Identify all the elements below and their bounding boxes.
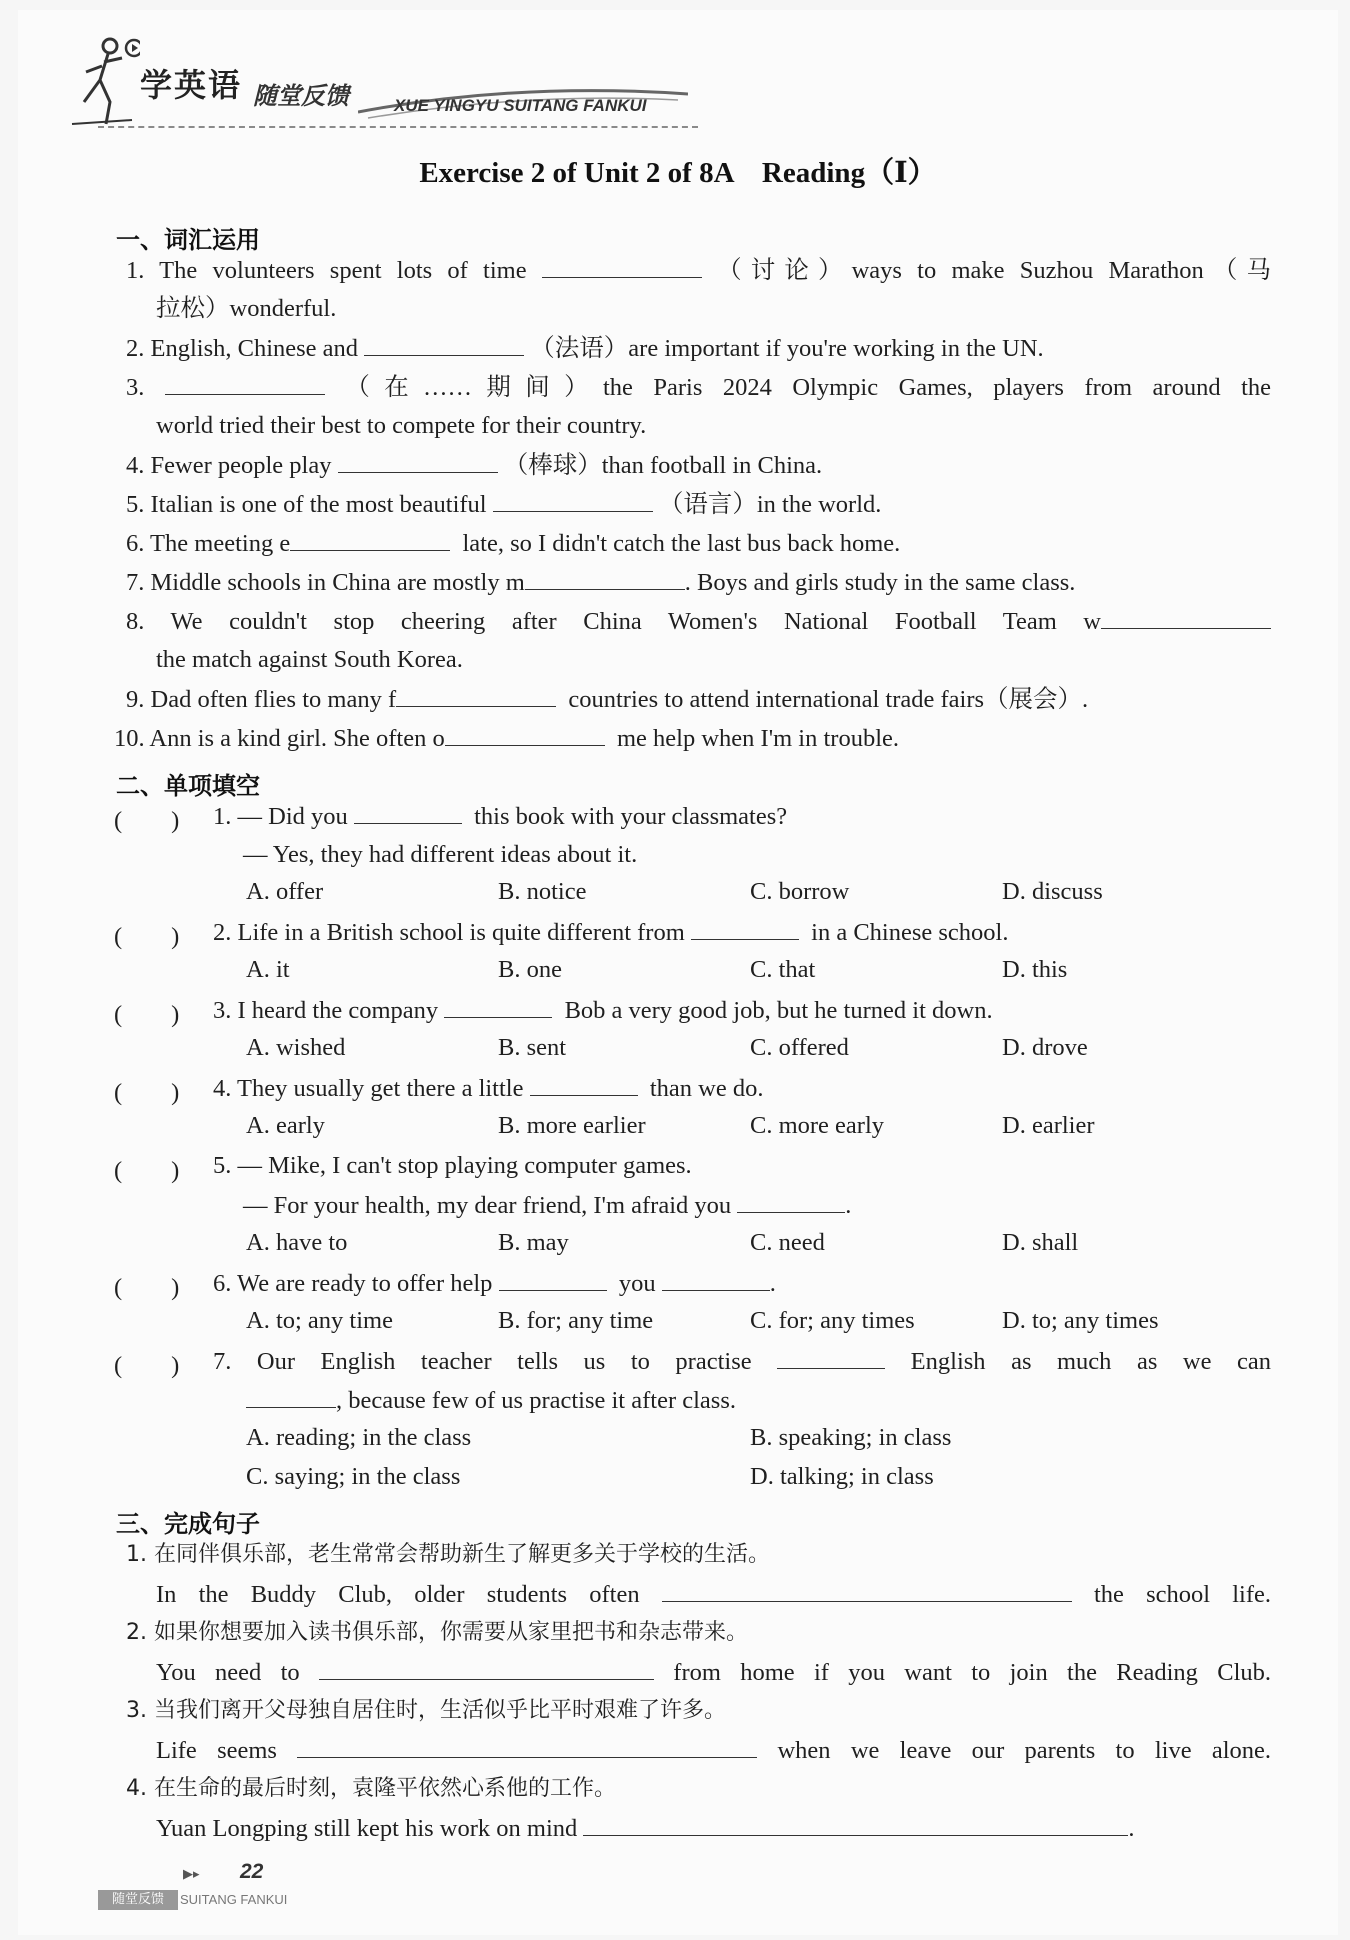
answer-parenthesis[interactable]: ( ) <box>114 923 180 950</box>
worksheet-page <box>18 10 1338 1935</box>
section-heading-complete-sentences: 三、完成句子 <box>116 1510 260 1538</box>
option-b[interactable]: B. notice <box>498 878 587 905</box>
sentence-1-english: In the Buddy Club, older students often the school life. <box>156 1581 1271 1608</box>
logo-title: 学英语 <box>140 66 243 104</box>
sentence-4-chinese: 4. 在生命的最后时刻，袁隆平依然心系他的工作。 <box>126 1776 616 1801</box>
mc-question-6: 6. We are ready to offer help you . <box>213 1270 776 1297</box>
answer-blank[interactable] <box>1101 606 1271 629</box>
sentence-1-chinese: 1. 在同伴俱乐部，老生常常会帮助新生了解更多关于学校的生活。 <box>126 1542 770 1567</box>
vocab-question-2: 2. English, Chinese and （法语）are important if you're working in the UN. <box>126 335 1044 362</box>
vocab-question-5: 5. Italian is one of the most beautiful （语言）in the world. <box>126 491 882 518</box>
mc-question-5: 5. — Mike, I can't stop playing computer games. <box>213 1152 692 1179</box>
answer-blank[interactable] <box>319 1657 654 1680</box>
option-c[interactable]: C. that <box>750 956 816 983</box>
vocab-question-6: 6. The meeting e late, so I didn't catch the last bus back home. <box>126 530 901 557</box>
vocab-question-4: 4. Fewer people play （棒球）than football in China. <box>126 452 823 479</box>
option-d[interactable]: D. this <box>1002 956 1068 983</box>
answer-blank[interactable] <box>662 1268 770 1291</box>
header-divider <box>98 126 698 128</box>
option-c[interactable]: C. need <box>750 1229 825 1256</box>
answer-blank[interactable] <box>297 1735 757 1758</box>
answer-parenthesis[interactable]: ( ) <box>114 807 180 834</box>
mc-question-1: 1. — Did you this book with your classmates? <box>213 803 788 830</box>
answer-blank[interactable] <box>246 1385 336 1408</box>
option-d[interactable]: D. earlier <box>1002 1112 1095 1139</box>
header <box>58 24 698 134</box>
answer-blank[interactable] <box>499 1268 607 1291</box>
vocab-question-3: 3. （在……期间）the Paris 2024 Olympic Games, players from around the <box>126 374 1271 401</box>
option-b[interactable]: B. more earlier <box>498 1112 646 1139</box>
answer-blank[interactable] <box>396 684 556 707</box>
answer-blank[interactable] <box>364 333 524 356</box>
answer-blank[interactable] <box>542 255 702 278</box>
answer-blank[interactable] <box>737 1190 845 1213</box>
page-title: Exercise 2 of Unit 2 of 8A Reading（Ⅰ） <box>419 157 937 189</box>
answer-blank[interactable] <box>530 1073 638 1096</box>
answer-parenthesis[interactable]: ( ) <box>114 1079 180 1106</box>
sentence-3-chinese: 3. 当我们离开父母独自居住时，生活似乎比平时艰难了许多。 <box>126 1698 726 1723</box>
section-heading-multiple-choice: 二、单项填空 <box>116 772 260 800</box>
sentence-2-chinese: 2. 如果你想要加入读书俱乐部，你需要从家里把书和杂志带来。 <box>126 1620 748 1645</box>
option-b[interactable]: B. sent <box>498 1034 567 1061</box>
runner-logo-icon <box>70 32 140 132</box>
logo-subtitle: 随堂反馈 <box>253 82 349 110</box>
answer-blank[interactable] <box>777 1346 885 1369</box>
option-d[interactable]: D. drove <box>1002 1034 1088 1061</box>
double-arrow-icon: ▶▸ <box>183 1866 200 1881</box>
option-d[interactable]: D. shall <box>1002 1229 1079 1256</box>
answer-blank[interactable] <box>165 372 325 395</box>
option-b[interactable]: B. for; any time <box>498 1307 654 1334</box>
section-heading-vocabulary: 一、词汇运用 <box>116 226 260 254</box>
vocab-question-7: 7. Middle schools in China are mostly m . Boys and girls study in the same class. <box>126 569 1076 596</box>
vocab-question-1: 1. The volunteers spent lots of time （讨论）ways to make Suzhou Marathon（马 <box>126 257 1272 284</box>
sentence-3-english: Life seems when we leave our parents to live alone. <box>156 1737 1272 1764</box>
option-c[interactable]: C. more early <box>750 1112 885 1139</box>
answer-blank[interactable] <box>691 917 799 940</box>
answer-parenthesis[interactable]: ( ) <box>114 1001 180 1028</box>
option-c[interactable]: C. offered <box>750 1034 849 1061</box>
mc-question-4: 4. They usually get there a little than we do. <box>213 1075 764 1102</box>
page-number: 22 <box>240 1860 264 1883</box>
mc-question-1-reply: — Yes, they had different ideas about it. <box>243 841 638 868</box>
option-d[interactable]: D. talking; in class <box>750 1463 934 1490</box>
option-a[interactable]: A. wished <box>246 1034 346 1061</box>
vocab-question-8: 8. We couldn't stop cheering after China Women's National Football Team w <box>126 606 1271 637</box>
option-a[interactable]: A. early <box>246 1112 325 1139</box>
answer-blank[interactable] <box>525 567 685 590</box>
vocab-question-3-cont: world tried their best to compete for their country. <box>156 412 647 439</box>
vocab-question-1-cont: 拉松）wonderful. <box>156 295 337 322</box>
mc-question-7-cont: , because few of us practise it after class. <box>246 1385 736 1416</box>
option-d[interactable]: D. discuss <box>1002 878 1103 905</box>
option-a[interactable]: A. have to <box>246 1229 348 1256</box>
footer-badge: 随堂反馈 <box>98 1890 178 1910</box>
option-c[interactable]: C. borrow <box>750 878 850 905</box>
footer-english: SUITANG FANKUI <box>180 1892 288 1907</box>
answer-blank[interactable] <box>493 489 653 512</box>
mc-question-7: 7. Our English teacher tells us to practise English as much as we can <box>213 1348 1271 1375</box>
option-b[interactable]: B. may <box>498 1229 569 1256</box>
answer-parenthesis[interactable]: ( ) <box>114 1352 180 1379</box>
logo-english: XUE YINGYU SUITANG FANKUI <box>394 96 647 115</box>
answer-parenthesis[interactable]: ( ) <box>114 1157 180 1184</box>
option-a[interactable]: A. offer <box>246 878 324 905</box>
option-d[interactable]: D. to; any times <box>1002 1307 1159 1334</box>
answer-blank[interactable] <box>445 723 605 746</box>
sentence-2-english: You need to from home if you want to join the Reading Club. <box>156 1659 1272 1686</box>
mc-question-2: 2. Life in a British school is quite different from in a Chinese school. <box>213 919 1009 946</box>
option-b[interactable]: B. speaking; in class <box>750 1424 952 1451</box>
option-c[interactable]: C. for; any times <box>750 1307 915 1334</box>
option-c[interactable]: C. saying; in the class <box>246 1463 461 1490</box>
vocab-question-10: 10. Ann is a kind girl. She often o me help when I'm in trouble. <box>114 725 899 752</box>
vocab-question-8-cont: the match against South Korea. <box>156 646 463 673</box>
sentence-4-english: Yuan Longping still kept his work on mind . <box>156 1815 1135 1842</box>
mc-question-3: 3. I heard the company Bob a very good job, but he turned it down. <box>213 997 993 1024</box>
vocab-question-9: 9. Dad often flies to many f countries to attend international trade fairs（展会）. <box>126 686 1089 713</box>
answer-blank[interactable] <box>444 995 552 1018</box>
answer-blank[interactable] <box>354 801 462 824</box>
mc-question-5-reply: — For your health, my dear friend, I'm afraid you . <box>243 1192 852 1219</box>
answer-parenthesis[interactable]: ( ) <box>114 1274 180 1301</box>
option-b[interactable]: B. one <box>498 956 562 983</box>
answer-blank[interactable] <box>290 528 450 551</box>
answer-blank[interactable] <box>662 1579 1072 1602</box>
option-a[interactable]: A. reading; in the class <box>246 1424 472 1451</box>
answer-blank[interactable] <box>583 1813 1128 1836</box>
answer-blank[interactable] <box>338 450 498 473</box>
option-a[interactable]: A. to; any time <box>246 1307 393 1334</box>
option-a[interactable]: A. it <box>246 956 290 983</box>
